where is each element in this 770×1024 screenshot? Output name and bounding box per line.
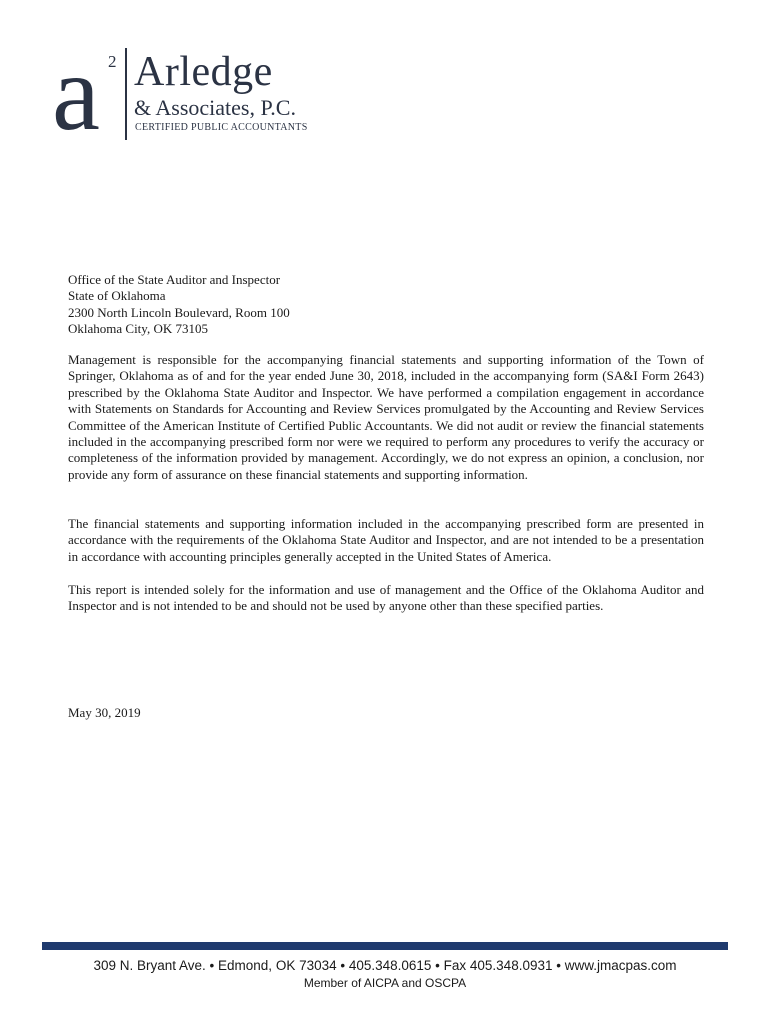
firm-tagline: CERTIFIED PUBLIC ACCOUNTANTS bbox=[135, 122, 308, 133]
footer-contact: 309 N. Bryant Ave. • Edmond, OK 73034 • 405.348.0615 • Fax 405.348.0931 • www.jmacpas.com bbox=[93, 958, 677, 973]
firm-name: Arledge bbox=[134, 49, 273, 95]
footer-membership: Member of AICPA and OSCPA bbox=[303, 976, 467, 990]
firm-suffix: & Associates, P.C. bbox=[134, 95, 296, 120]
body-paragraph: This report is intended solely for the information and use of management and the Office of the Oklahoma Auditor and Inspector and is not intended to be and should not be used by anyone other than these specified parties. bbox=[68, 582, 704, 614]
logo-superscript: 2 bbox=[108, 52, 117, 71]
addressee-line: Office of the State Auditor and Inspector bbox=[68, 272, 281, 287]
logo-letter: a bbox=[52, 34, 100, 153]
addressee-line: 2300 North Lincoln Boulevard, Room 100 bbox=[68, 304, 290, 320]
addressee-block bbox=[68, 272, 704, 338]
addressee-line: State of Oklahoma bbox=[68, 288, 166, 304]
firm-logo bbox=[52, 34, 322, 153]
body-paragraph: Management is responsible for the accompanying financial statements and supporting information of the Town of Springer, Oklahoma as of and for the year ended June 30, 2018, included in the accompanying form (SA&I Form 2643) prescribed by the Oklahoma State Auditor and Inspector. We have performed a compilation engagement in accordance with Statements on Standards for Accounting and Review Services promulgated by the Accounting and Review Services Committee of the American Institute of Certified Public Accountants. We did not audit or review the financial statements included in the accompanying prescribed form nor were we required to perform any procedures to verify the accuracy or completeness of the information provided by management. Accordingly, we do not express an opinion, a conclusion, nor provide any form of assurance on these financial statements and supporting information. bbox=[68, 352, 704, 482]
addressee-line: Oklahoma City, OK 73105 bbox=[68, 321, 208, 337]
body-paragraph: The financial statements and supporting information included in the accompanying prescribed form are presented in accordance with the requirements of the Oklahoma State Auditor and Inspector, and are not intended to be a presentation in accordance with accounting principles generally accepted in the United States of America. bbox=[68, 516, 704, 564]
letter-date: May 30, 2019 bbox=[68, 705, 141, 720]
footer-rule bbox=[42, 942, 728, 950]
logo-divider bbox=[125, 48, 127, 140]
